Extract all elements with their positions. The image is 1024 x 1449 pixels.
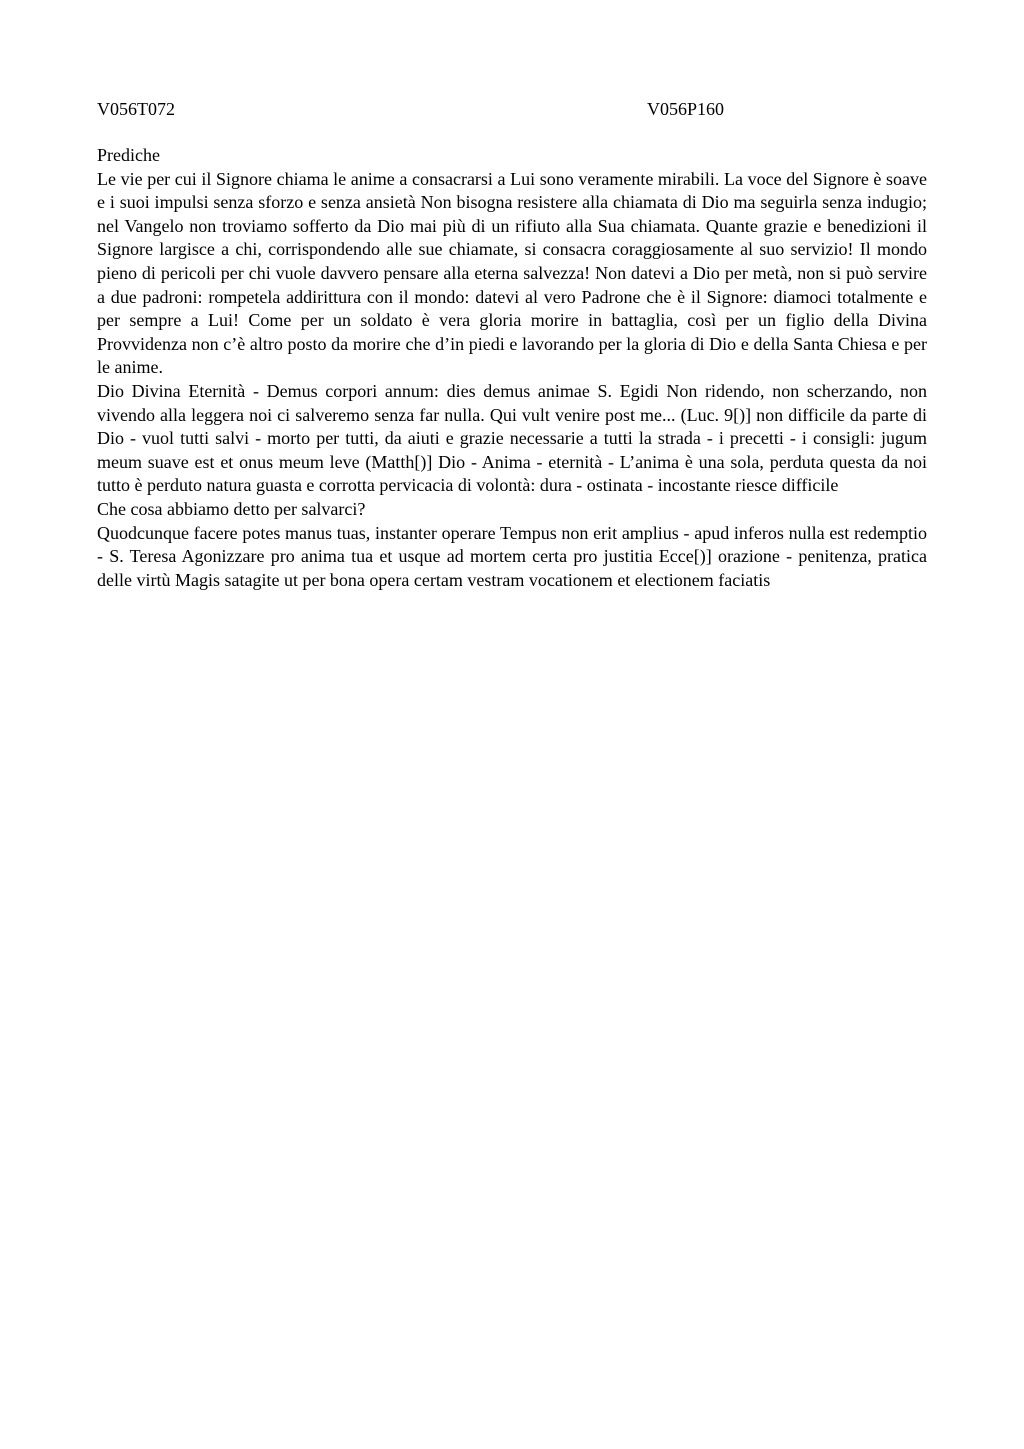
section-heading: Prediche bbox=[97, 145, 160, 165]
question-line: Che cosa abbiamo detto per salvarci? bbox=[97, 498, 366, 519]
paragraph-latin-quotes: Quodcunque facere potes manus tuas, instanter operare Tempus non erit amplius - apud inferos nulla est redemptio - S. Teresa Agonizzare pro anima tua et usque ad mortem certa pro justitia Ecce[)] orazione - penitenza, pratica delle virtù Magis satagite ut per bona opera certam vestram vocationem et electionem faciatis bbox=[97, 522, 927, 590]
document-header bbox=[97, 98, 927, 122]
paragraph-vocation: Le vie per cui il Signore chiama le anime a consacrarsi a Lui sono veramente mirabili. La voce del Signore è soave e i suoi impulsi senza sforzo e senza ansietà Non bisogna resistere alla chiamata di Dio ma seguirla senza indugio; nel Vangelo non troviamo sofferto da Dio mai più di un rifiuto alla Sua chiamata. Quante grazie e benedizioni il Signore largisce a chi, corrispondendo alle sue chiamate, si consacra coraggiosamente al suo servizio! Il mondo pieno di pericoli per chi vuole davvero pensare alla eterna salvezza! Non datevi a Dio per metà, non si può servire a due padroni: rompetela addirittura con il mondo: datevi al vero Padrone che è il Signore: diamoci totalmente e per sempre a Lui! Come per un soldato è vera gloria morire in battaglia, così per un figlio della Divina Provvidenza non c’è altro posto da morire che d’in piedi e lavorando per la gloria di Dio e della Santa Chiesa e per le anime. bbox=[97, 168, 927, 378]
paragraph-eternity: Dio Divina Eternità - Demus corpori annum: dies demus animae S. Egidi Non ridendo, non scherzando, non vivendo alla leggera noi ci salveremo senza far nulla. Qui vult venire post me... (Luc. 9[)] non difficile da parte di Dio - vuol tutti salvi - morto per tutti, da aiuti e grazie necessarie a tutti la strada - i precetti - i consigli: jugum meum suave est et onus meum leve (Matth[)] Dio - Anima - eternità - L’anima è una sola, perduta questa da noi tutto è perduto natura guasta e corrotta pervicacia di volontà: dura - ostinata - incostante riesce difficile bbox=[97, 380, 927, 496]
document-code-left: V056T072 bbox=[97, 99, 175, 119]
document-code-right: V056P160 bbox=[647, 99, 725, 119]
document-page bbox=[97, 98, 927, 592]
